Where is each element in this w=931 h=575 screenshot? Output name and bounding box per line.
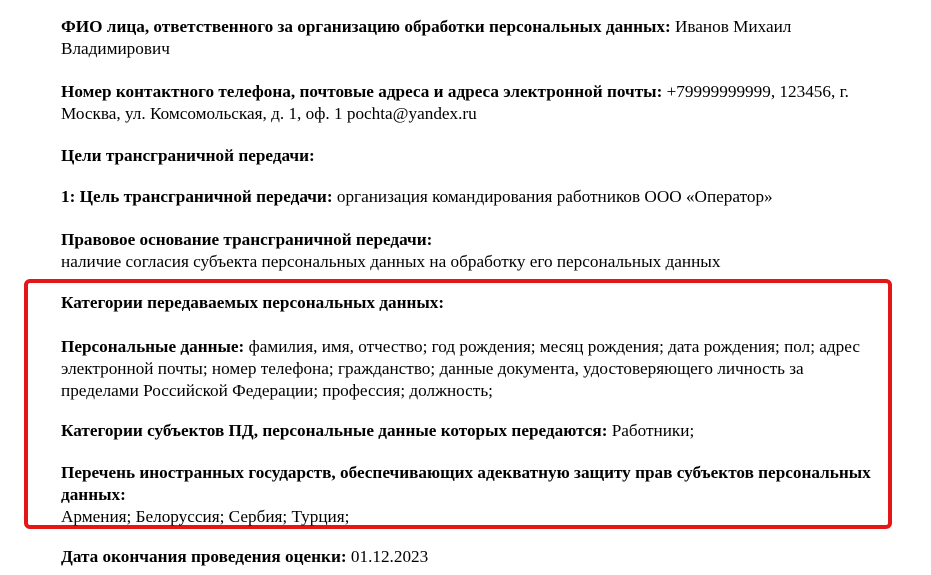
purpose-1-field bbox=[61, 186, 876, 208]
contacts-label: Номер контактного телефона, почтовые адреса и адреса электронной почты: bbox=[61, 82, 663, 101]
personal-data-field bbox=[61, 336, 876, 402]
subject-categories-label: Категории субъектов ПД, персональные данные которых передаются: bbox=[61, 421, 608, 440]
responsible-person-label: ФИО лица, ответственного за организацию обработки персональных данных: bbox=[61, 17, 671, 36]
foreign-states-value: Армения; Белоруссия; Сербия; Турция; bbox=[61, 507, 350, 526]
assessment-end-label: Дата окончания проведения оценки: bbox=[61, 547, 347, 566]
legal-basis-label: Правовое основание трансграничной передачи: bbox=[61, 230, 433, 249]
foreign-states-label: Перечень иностранных государств, обеспечивающих адекватную защиту прав субъектов персональных данных: bbox=[61, 463, 871, 504]
responsible-person-field bbox=[61, 16, 876, 60]
assessment-end-value: 01.12.2023 bbox=[350, 547, 429, 566]
assessment-end-field bbox=[61, 546, 876, 568]
purposes-heading: Цели трансграничной передачи: bbox=[61, 146, 315, 165]
categories-heading: Категории передаваемых персональных данных: bbox=[61, 293, 445, 312]
subject-categories-value: Работники; bbox=[611, 421, 695, 440]
subject-categories-field bbox=[61, 420, 876, 442]
contacts-value: +79999999999, 123456, г. Москва, ул. Комсомольская, д. 1, оф. 1 pochta@yandex.ru bbox=[61, 82, 849, 123]
purpose-1-label: 1: Цель трансграничной передачи: bbox=[61, 187, 333, 206]
responsible-person-value: Иванов Михаил Владимирович bbox=[61, 17, 792, 58]
contacts-field bbox=[61, 81, 876, 125]
personal-data-value: фамилия, имя, отчество; год рождения; месяц рождения; дата рождения; пол; адрес электронной почты; номер телефона; гражданство; данные документа, удостоверяющего личность за пределами Российской Федерации; профессия; должность; bbox=[61, 337, 860, 400]
personal-data-label: Персональные данные: bbox=[61, 337, 245, 356]
legal-basis-value: наличие согласия субъекта персональных данных на обработку его персональных данных bbox=[61, 252, 721, 271]
legal-basis-field bbox=[61, 229, 876, 273]
purpose-1-value: организация командирования работников ООО «Оператор» bbox=[336, 187, 773, 206]
foreign-states-field bbox=[61, 462, 876, 528]
